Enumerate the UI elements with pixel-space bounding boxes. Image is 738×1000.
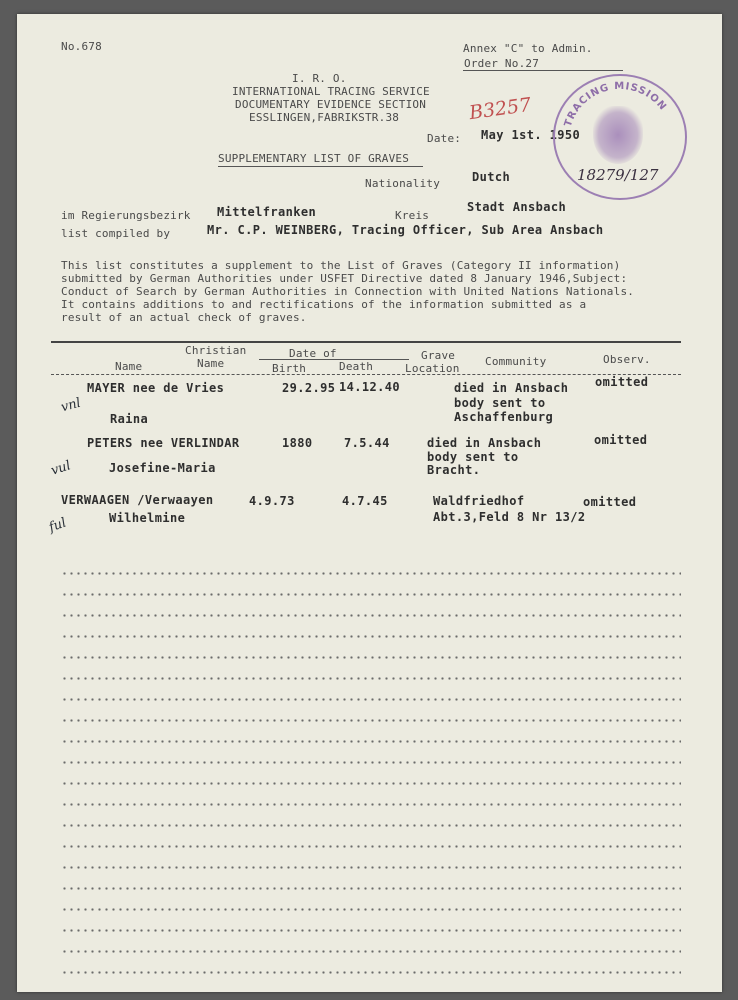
header-grave-2: Location [405,362,460,375]
nationality-value: Dutch [472,170,511,184]
row2-location-1: died in Ansbach [427,436,542,450]
row3-christian: Wilhelmine [109,511,186,525]
dotted-row [61,845,681,848]
row3-location-1: Waldfriedhof [433,494,525,508]
table-top-rule [51,341,681,343]
dotted-row [61,761,681,764]
region-label: im Regierungsbezirk [61,209,191,222]
title-underline [218,166,423,167]
dotted-row [61,677,681,680]
date-value: May 1st. 1950 [481,128,581,142]
dotted-row [61,971,681,974]
row2-death: 7.5.44 [344,436,390,450]
row1-location-1: died in Ansbach [454,381,569,395]
org-line-2: INTERNATIONAL TRACING SERVICE [232,85,430,98]
region-value: Mittelfranken [217,205,317,219]
dotted-row [61,593,681,596]
row1-name: MAYER nee de Vries [87,381,225,395]
header-grave-1: Grave [421,349,456,362]
row3-death: 4.7.45 [342,494,388,508]
row1-initial: vnl [59,395,83,416]
coat-of-arms-emblem [593,106,643,164]
stamp-text: TRACING MISSION [562,80,669,129]
header-bottom-rule [51,374,681,375]
compiled-value: Mr. C.P. WEINBERG, Tracing Officer, Sub Area Ansbach [207,223,604,237]
row1-location-3: Aschaffenburg [454,410,554,424]
row3-birth: 4.9.73 [249,494,295,508]
paragraph-line-2: submitted by German Authorities under USFET Directive dated 8 January 1946,Subject: [61,272,628,285]
stamp-handwritten-number: 18279/127 [577,166,659,184]
row3-community: omitted [583,495,637,509]
paragraph-line-4: It contains additions to and rectifications of the information submitted as a [61,298,587,311]
dotted-row [61,740,681,743]
header-community: Community [485,355,547,368]
compiled-label: list compiled by [61,227,171,240]
date-label: Date: [427,132,462,145]
annex-line-2: Order No.27 [464,57,540,70]
dotted-row [61,698,681,701]
header-observ: Observ. [603,353,651,366]
dotted-row [61,635,681,638]
kreis-value: Stadt Ansbach [467,200,567,214]
annex-line-1: Annex "C" to Admin. [463,42,593,55]
document-title: SUPPLEMENTARY LIST OF GRAVES [218,152,410,165]
paragraph-line-5: result of an actual check of graves. [61,311,307,324]
pencil-mark: B3257 [467,93,533,125]
header-name: Name [115,360,143,373]
org-line-1: I. R. O. [292,72,347,85]
org-line-3: DOCUMENTARY EVIDENCE SECTION [235,98,427,111]
header-christian-2: Name [197,357,225,370]
row1-community: omitted [595,375,649,389]
org-line-4: ESSLINGEN,FABRIKSTR.38 [249,111,400,124]
row1-location-2: body sent to [454,396,546,410]
document-number: No.678 [61,40,102,53]
dotted-row [61,908,681,911]
dotted-row [61,824,681,827]
row1-christian: Raina [110,412,149,426]
dotted-row [61,614,681,617]
dotted-row [61,782,681,785]
row2-location-2: body sent to [427,450,519,464]
row2-birth: 1880 [282,436,313,450]
row2-location-3: Bracht. [427,463,481,477]
dotted-row [61,656,681,659]
annex-underline [463,70,623,71]
dotted-row [61,866,681,869]
row3-initial: ful [46,515,69,536]
dotted-row [61,719,681,722]
row2-name: PETERS nee VERLINDAR [87,436,240,450]
dotted-row [61,950,681,953]
row2-community: omitted [594,433,648,447]
dotted-row [61,887,681,890]
date-of-underline [259,359,409,360]
header-death: Death [339,360,374,373]
row2-initial: vul [49,458,73,479]
row1-birth: 29.2.95 [282,381,336,395]
header-christian-1: Christian [185,344,247,357]
dotted-row [61,572,681,575]
dotted-row [61,803,681,806]
row1-death: 14.12.40 [339,380,400,394]
paragraph-line-3: Conduct of Search by German Authorities in Connection with United Nations Nationals. [61,285,635,298]
header-date-of: Date of [289,347,337,360]
paragraph-line-1: This list constitutes a supplement to the List of Graves (Category II information) [61,259,621,272]
document-page [17,14,722,992]
kreis-label: Kreis [395,209,430,222]
row3-name: VERWAAGEN /Verwaayen [61,493,214,507]
dotted-row [61,929,681,932]
row2-christian: Josefine-Maria [109,461,216,475]
nationality-label: Nationality [365,177,441,190]
row3-location-2: Abt.3,Feld 8 Nr 13/2 [433,510,586,524]
header-birth: Birth [272,362,307,375]
